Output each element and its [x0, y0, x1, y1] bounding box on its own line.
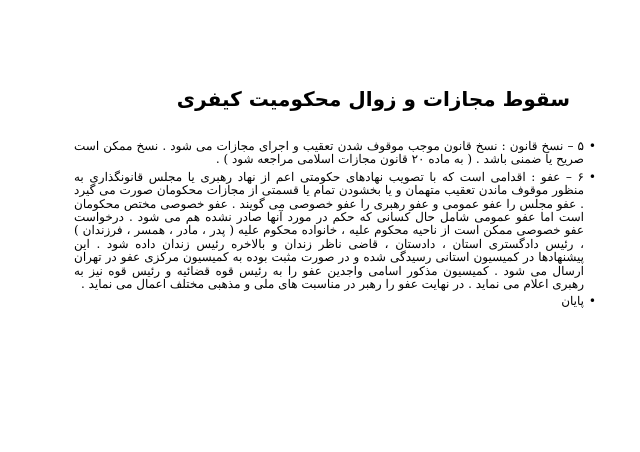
bullet-icon: • — [588, 169, 596, 184]
bullet-icon: • — [588, 294, 596, 309]
slide-title: سقوط مجازات و زوال محکومیت کیفری — [176, 87, 570, 111]
list-item-text: ۵ – نسخ قانون : نسخ قانون موجب موقوف شدن تعقیب و اجرای مجازات می شود . نسخ ممکن است صریح یا ضمنی باشد . ( به ماده ۲۰ قانون مجازات اسلامی مراجعه شود ) . — [74, 139, 584, 167]
list-item-text: پایان — [561, 294, 584, 309]
list-item-text: ۶ – عفو : اقدامی است که با تصویب نهادهای حکومتی اعم از نهاد رهبری یا مجلس قانونگذاری به منظور موقوف ماندن تعقیب متهمان و یا بخشودن تمام یا قسمتی از مجازات محکومان صورت می گیرد . عفو مجلس را عفو عمومی و عفو رهبری را عفو خصوصی می گویند . عفو خصوصی مختص محکومان است اما عفو عمومی شامل حال کسانی که حکم در مورد آنها صادر نشده هم می شود . درخواست عفو خصوصی ممکن است از ناحیه محکوم علیه ، خانواده محکوم علیه ( پدر ، مادر ، همسر ، فرزندان ) ، رئیس دادگستری استان ، دادستان ، قاضی ناظر زندان و بالاخره رئیس زندان داده شود . این پیشنهادها در کمیسیون استانی رسیدگی شده و در صورت مثبت بوده به کمیسیون مرکزی عفو در تهران ارسال می شود . کمیسیون مذکور اسامی واجدین عفو را به رئیس قوه قضائیه و رئیس قوه نیز به رهبری اعلام می نماید . در نهایت عفو را رهبر در مناسبت های ملی و مذهبی مختلف اعمال می نماید . — [74, 169, 584, 292]
slide-body — [74, 140, 594, 313]
list-item — [74, 140, 594, 167]
bullet-icon: • — [588, 139, 596, 153]
list-item — [74, 295, 594, 308]
list-item — [74, 171, 594, 292]
